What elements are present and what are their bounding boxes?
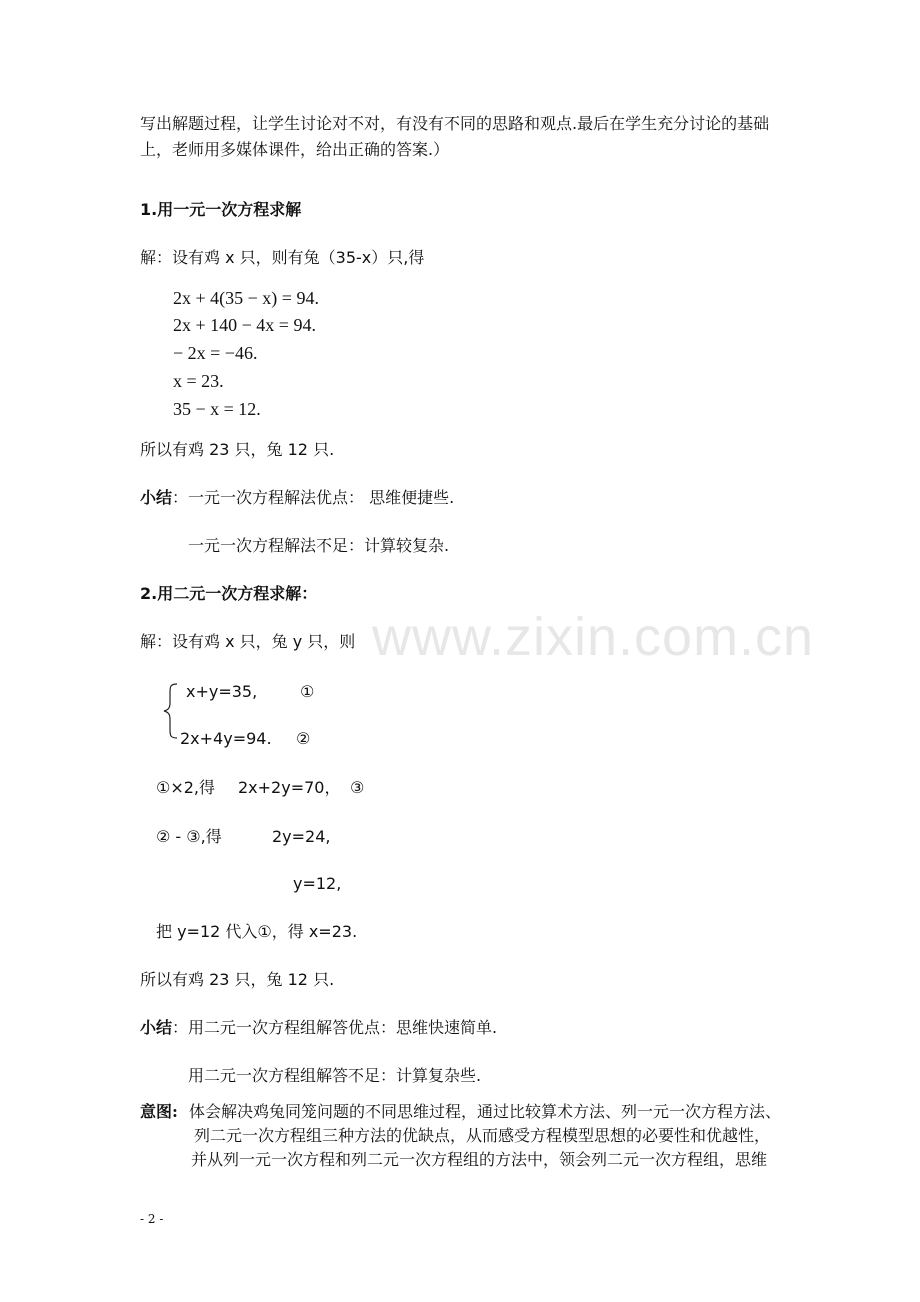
equation-5: 35 − x = 12.	[173, 399, 261, 419]
step-2-label: ② - ③,得	[156, 827, 222, 846]
step-3-result: y=12,	[293, 874, 342, 893]
step-1-label: ①×2,得	[156, 778, 216, 797]
equation-mark-3: ③	[350, 778, 365, 797]
section-2-answer: 所以有鸡 23 只，兔 12 只.	[140, 970, 335, 989]
equation-mark-2: ②	[296, 729, 311, 748]
equation-mark-1: ①	[300, 682, 315, 701]
summary-label: 小结	[140, 488, 173, 507]
step-1-result: 2x+2y=70，	[238, 778, 341, 797]
system-brace-icon	[162, 683, 178, 739]
intent-line-1: 体会解决鸡兔同笼问题的不同思维过程，通过比较算术方法、列一元一次方程方法、	[189, 1102, 782, 1121]
step-2-result: 2y=24,	[272, 827, 331, 846]
section-1-setup: 解：设有鸡 x 只，则有兔（35-x）只,得	[140, 248, 425, 267]
intent-label: 意图:	[140, 1102, 178, 1121]
section-2-setup: 解：设有鸡 x 只，兔 y 只，则	[140, 632, 356, 651]
section-1-summary	[140, 490, 454, 506]
equation-2: 2x + 140 − 4x = 94.	[173, 315, 316, 335]
section-1-summary-second: 一元一次方程解法不足：计算较复杂.	[188, 536, 450, 555]
watermark: www.zixin.com.cn	[372, 607, 815, 667]
intro-text-line-2: 上，老师用多媒体课件，给出正确的答案.）	[140, 140, 450, 159]
section-1-answer: 所以有鸡 23 只，兔 12 只.	[140, 440, 335, 459]
page-number: - 2 -	[140, 1212, 164, 1226]
system-equation-1: x+y=35,	[186, 682, 258, 701]
section-2-heading: 2.用二元一次方程求解：	[140, 584, 318, 603]
intro-text-line-1: 写出解题过程，让学生讨论对不对，有没有不同的思路和观点.最后在学生充分讨论的基础	[140, 114, 770, 133]
equation-1: 2x + 4(35 − x) = 94.	[173, 288, 319, 308]
section-1-heading: 1.用一元一次方程求解	[140, 200, 302, 219]
intent-line-3: 并从列一元一次方程和列二元一次方程组的方法中，领会列二元一次方程组，思维	[191, 1150, 768, 1169]
summary-content: ：一元一次方程解法优点： 思维便捷些.	[172, 488, 455, 507]
summary-label: 小结	[140, 1018, 173, 1037]
equation-4: x = 23.	[173, 371, 224, 391]
substitution-step: 把 y=12 代入①，得 x=23.	[156, 922, 358, 941]
section-2-summary	[140, 1020, 497, 1036]
summary-content: ：用二元一次方程组解答优点：思维快速简单.	[172, 1018, 498, 1037]
section-2-summary-second: 用二元一次方程组解答不足：计算复杂些.	[188, 1066, 482, 1085]
equation-3: − 2x = −46.	[173, 343, 258, 363]
intent-line-2: 列二元一次方程组三种方法的优缺点，从而感受方程模型思想的必要性和优越性，	[194, 1126, 771, 1145]
system-equation-2: 2x+4y=94.	[180, 729, 272, 748]
